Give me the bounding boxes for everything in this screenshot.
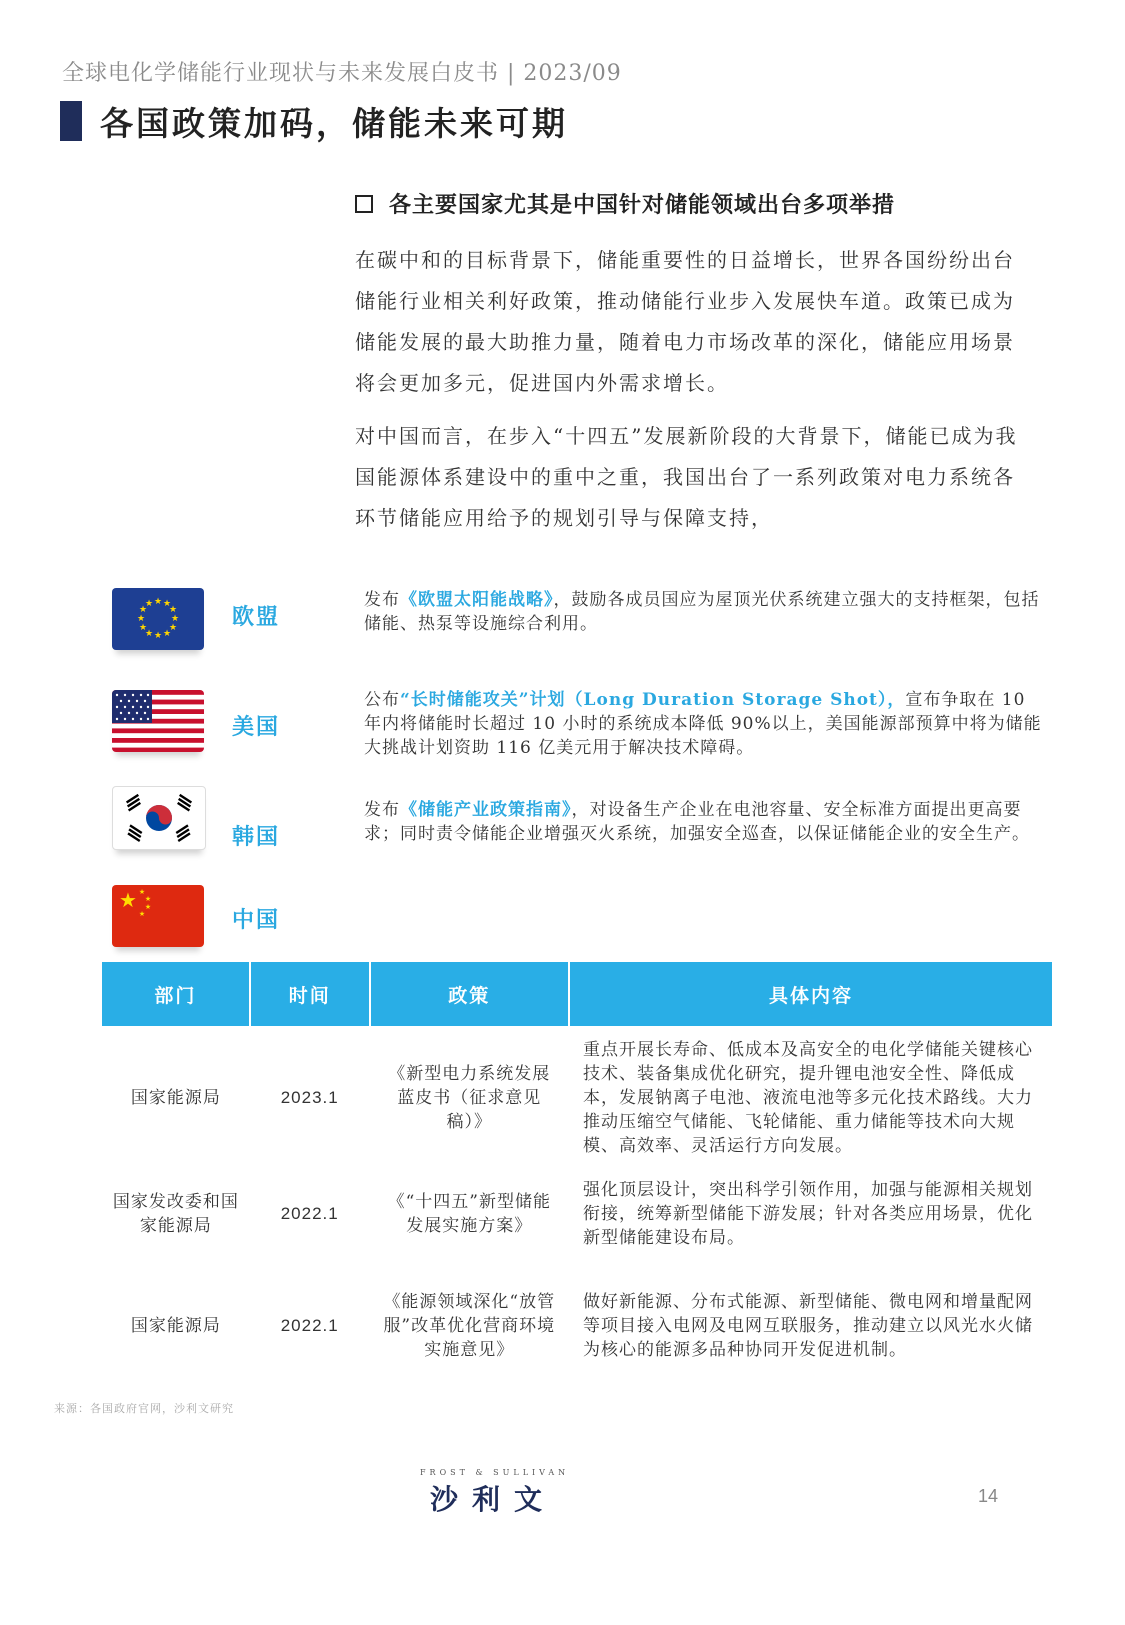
table-row xyxy=(102,1270,1052,1382)
country-desc-us: 公布“长时储能攻关”计划（Long Duration Storage Shot），宣布争取在 10 年内将储能时长超过 10 小时的系统成本降低 90%以上，美国能源部预算中将为储能大挑战计划资助 116 亿美元用于解决技术障碍。 xyxy=(364,690,1042,758)
cell-policy: 《能源领域深化“放管服”改革优化营商环境实施意见》 xyxy=(383,1292,556,1360)
cell-time: 2023.1 xyxy=(280,1088,339,1107)
table-header-row xyxy=(102,962,1052,1026)
svg-text:★: ★ xyxy=(162,629,172,639)
country-row-eu xyxy=(112,588,1040,650)
header-content: 具体内容 xyxy=(569,962,1052,1026)
country-name-kr: 韩国 xyxy=(232,824,281,850)
svg-text:★: ★ xyxy=(136,614,146,624)
paragraph-china: 对中国而言，在步入“十四五”发展新阶段的大背景下，储能已成为我国能源体系建设中的重中之重，我国出台了一系列政策对电力系统各环节储能应用给予的规划引导与保障支持， xyxy=(355,424,1018,530)
cell-policy: 《新型电力系统发展蓝皮书（征求意见稿）》 xyxy=(388,1064,551,1132)
header-policy: 政策 xyxy=(370,962,569,1026)
svg-text:★: ★ xyxy=(162,599,172,609)
country-row-us xyxy=(112,690,1042,758)
section-subheading xyxy=(355,188,895,219)
svg-text:★: ★ xyxy=(144,895,152,903)
document-title: 全球电化学储能行业现状与未来发展白皮书 | 2023/09 xyxy=(62,61,622,86)
country-name-us: 美国 xyxy=(232,714,281,740)
subheading-text: 各主要国家尤其是中国针对储能领域出台多项举措 xyxy=(389,192,896,218)
policy-table xyxy=(102,962,1052,1382)
cell-dept: 国家能源局 xyxy=(130,1088,221,1108)
country-row-cn xyxy=(112,885,281,947)
source-note: 来源：各国政府官网，沙利文研究 xyxy=(54,1402,234,1415)
svg-text:★: ★ xyxy=(138,910,146,918)
country-row-kr xyxy=(112,786,1030,850)
cell-content: 做好新能源、分布式能源、新型储能、微电网和增量配网等项目接入电网及电网互联服务，推动建立以风光水火储为核心的能源多品种协同开发促进机制。 xyxy=(582,1292,1033,1360)
china-flag-icon xyxy=(112,885,204,947)
cell-policy: 《“十四五”新型储能发展实施方案》 xyxy=(387,1192,551,1236)
svg-text:★: ★ xyxy=(168,605,178,615)
frost-sullivan-logo-subtext: FROST & SULLIVAN xyxy=(420,1468,570,1477)
svg-text:★: ★ xyxy=(144,599,154,609)
page-number: 14 xyxy=(978,1486,999,1506)
svg-text:★: ★ xyxy=(119,888,137,912)
svg-text:★: ★ xyxy=(138,623,148,633)
svg-text:★: ★ xyxy=(144,629,154,639)
cell-dept: 国家发改委和国家能源局 xyxy=(112,1192,239,1236)
page-title-block xyxy=(60,98,568,144)
paragraph-intro: 在碳中和的目标背景下，储能重要性的日益增长，世界各国纷纷出台储能行业相关利好政策，推动储能行业步入发展快车道。政策已成为储能发展的最大助推力量，随着电力市场改革的深化，储能应用场景将会更加多元，促进国内外需求增长。 xyxy=(355,248,1015,395)
svg-text:★: ★ xyxy=(153,631,163,641)
svg-text:★: ★ xyxy=(138,888,146,896)
cell-time: 2022.1 xyxy=(280,1316,339,1335)
svg-text:★: ★ xyxy=(144,903,152,911)
us-flag-icon xyxy=(112,690,204,752)
cell-content: 强化顶层设计，突出科学引领作用，加强与能源相关规划衔接，统筹新型储能下游发展；针对各类应用场景，优化新型储能建设布局。 xyxy=(582,1180,1033,1248)
table-row xyxy=(102,1038,1052,1158)
header-dept: 部门 xyxy=(102,962,250,1026)
header-time: 时间 xyxy=(250,962,370,1026)
checkbox-bullet-icon xyxy=(355,195,373,213)
eu-flag-icon xyxy=(112,588,204,650)
table-row xyxy=(102,1158,1052,1270)
title-bar-accent xyxy=(60,101,82,141)
country-name-eu: 欧盟 xyxy=(232,604,281,630)
country-desc-eu: 发布《欧盟太阳能战略》，鼓励各成员国应为屋顶光伏系统建立强大的支持框架，包括储能、热泵等设施综合利用。 xyxy=(364,590,1040,634)
country-desc-kr: 发布《储能产业政策指南》，对设备生产企业在电池容量、安全标准方面提出更高要求；同时责令储能企业增强灭火系统，加强安全巡查，以保证储能企业的安全生产。 xyxy=(364,800,1030,844)
cell-time: 2022.1 xyxy=(280,1204,339,1223)
frost-sullivan-logo: 沙利文 xyxy=(430,1483,557,1516)
cell-dept: 国家能源局 xyxy=(130,1316,221,1336)
country-name-cn: 中国 xyxy=(232,907,281,933)
korea-flag-icon xyxy=(112,786,206,850)
svg-text:★: ★ xyxy=(170,614,180,624)
svg-text:★: ★ xyxy=(153,597,163,607)
page-title: 各国政策加码，储能未来可期 xyxy=(100,103,568,143)
svg-text:★: ★ xyxy=(138,605,148,615)
cell-content: 重点开展长寿命、低成本及高安全的电化学储能关键核心技术、装备集成优化研究，提升锂电池安全性、降低成本，发展钠离子电池、液流电池等多元化技术路线。大力推动压缩空气储能、飞轮储能、重力储能等技术向大规模、高效率、灵活运行方向发展。 xyxy=(582,1040,1033,1156)
svg-text:★: ★ xyxy=(168,623,178,633)
